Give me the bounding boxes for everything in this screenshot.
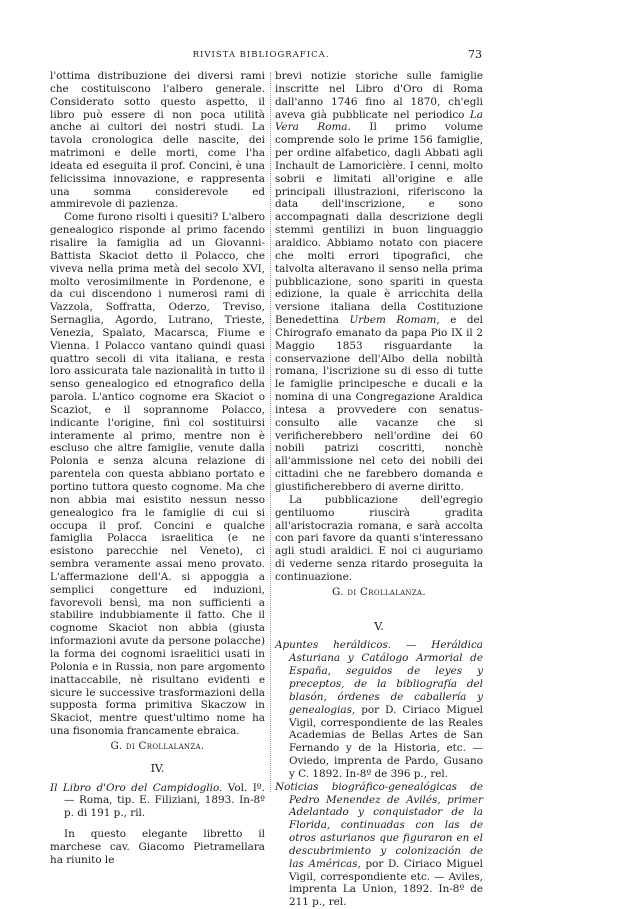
right-column: [275, 70, 483, 909]
bibliographic-entry: [50, 782, 265, 821]
signature: G. di Crollalanza.: [332, 585, 426, 598]
running-title: RIVISTA BIBLIOGRAFICA.: [192, 50, 330, 60]
paragraph: l'ottima distribuzione dei diversi rami che costituiscono l'albero generale. Considerato sotto questo aspetto, il libro può essere di non poca utilità anche ai cultori dei nostri studi. La tavola cronologica delle nascite, dei matrimoni e delle morti, come l'ha ideata ed eseguita il prof. Concini, è una felicissima innovazione, e rappresenta una somma considerevole ed ammirevole di pazienza.: [50, 70, 265, 211]
book-details: Vol. Iº. — Roma, tip. E. Filiziani, 1893. In-8º p. di 191 p., ril.: [64, 781, 265, 820]
paragraph: Come furono risolti i quesiti? L'albero genealogico risponde al primo facendo risalire la famiglia ad un Giovanni-Battista Skaciot detto il Polacco, che viveva nella prima metà del secolo XVI, molto verosimilmente in Pordenone, e da cui discendono i numerosi rami di Vazzola, Soffratta, Oderzo, Treviso, Sernaglia, Agordo, Lutrano, Trieste, Venezia, Spalato, Macarsca, Fiume e Vienna. I Polacco vantano quindi quasi quattro secoli di vita italiana, e resta loro assicurata tale nazionalità in tutto il senso genealogico ed etnografico della parola. L'antico cognome era Skaciot o Scaziot, e il soprannome Polacco, indicante l'origine, finì col sostituirsi interamente al primo, mentre non è escluso che altre famiglie, venute dalla Polonia e senza alcuna relazione di parentela con questa abbiano portato e portino tuttora questo cognome. Ma che non abbia mai esistito nessun nesso genealogico fra le famiglie di cui si occupa il prof. Concini e qualche famiglia Polacca israelitica (e ne esistono parecchie nel Veneto), ci sembra veramente assai meno provato. L'affermazione dell'A. si appoggia a semplici congetture ed induzioni, favorevoli bensì, ma non sufficienti a stabilire indubbiamente il fatto. Che il cognome Skaciot non abbia (giusta informazioni avute da persone polacche) la forma dei cognomi israelitici usati in Polonia e in Russia, non pare argomento inattaccabile, nè risultano evidenti e sicure le successive trasformazioni della supposta forma primitiva Skaczow in Skaciot, mentre quest'ultimo nome ha una fisonomia francamente ebraica.: [50, 211, 265, 738]
paragraph: In questo elegante libretto il marchese cav. Giacomo Pietramellara ha riunito le: [50, 828, 265, 866]
book-title: Il Libro d'Oro del Campidoglio.: [50, 781, 223, 794]
left-column: [50, 70, 265, 867]
paragraph: brevi notizie storiche sulle famiglie inscritte nel Libro d'Oro di Roma dall'anno 1746 fino al 1870, ch'egli aveva già pubblicate nel periodico La Vera Roma. Il primo volume comprende solo le prime 156 famiglie, per ordine alfabetico, dagli Abbati agli Inchault de Lamoricière. I cenni, molto sobrii e limitati all'origine e alle principali illustrazioni, riferiscono la data dell'inscrizione, e sono accompagnati dalla descrizione degli stemmi gentilizi in buon linguaggio araldico. Abbiamo notato con piacere che molti errori tipografici, che talvolta alteravano il senso nella prima pubblicazione, sono spariti in questa edizione, la quale è arricchita della versione italiana della Costituzione Benedettina Urbem Romam, e del Chirografo emanato da papa Pio IX il 2 Maggio 1853 risguardante la conservazione dell'Albo della nobiltà romana, l'iscrizione su di esso di tutte le famiglie principesche e ducali e la nomina di una Congregazione Araldica intesa a provvedere con senatus-consulto alle vacanze che si verificherebbero nell'ordine dei 60 nobili patrizi coscritti, nonchè all'ammissione nel ceto dei nobili dei cittadini che ne farebbero domanda e giustificherebbero di averne diritto.: [275, 70, 483, 493]
section-numeral: IV.: [150, 761, 165, 775]
page-number: 73: [468, 48, 482, 61]
column-divider: [270, 72, 271, 792]
section-numeral: V.: [374, 619, 384, 633]
signature: G. di Crollalanza.: [110, 739, 205, 752]
bibliographic-entry: Apuntes heráldicos. — Heráldica Asturiana y Catálogo Armorial de España, seguidos de leyes y preceptos, de la bibliografía del blasón, órdenes de caballería y genealogias, por D. Ciriaco Miguel Vigil, correspondiente de las Reales Academias de Bellas Artes de San Fernando y de la Historia, etc. — Oviedo, imprenta de Pardo, Gusano y C. 1892. In-8º de 396 p., rel.: [275, 639, 483, 780]
bibliographic-entry: Noticias biográfico-genealógicas de Pedro Menendez de Avilés, primer Adelantado y conquistador de la Florida, continuadas con las de otros asturianos que figuraron en el descubrimiento y colonización de las Américas, por D. Ciriaco Miguel Vigil, correspondiente etc. — Aviles, imprenta La Union, 1892. In-8º de 211 p., rel.: [275, 780, 483, 909]
paragraph: La pubblicazione dell'egregio gentiluomo riuscirà gradita all'aristocrazia romana, e sarà accolta con pari favore da quanti s'interessano agli studi araldici. E noi ci auguriamo di vederne senza ritardo proseguita la continuazione.: [275, 493, 483, 583]
